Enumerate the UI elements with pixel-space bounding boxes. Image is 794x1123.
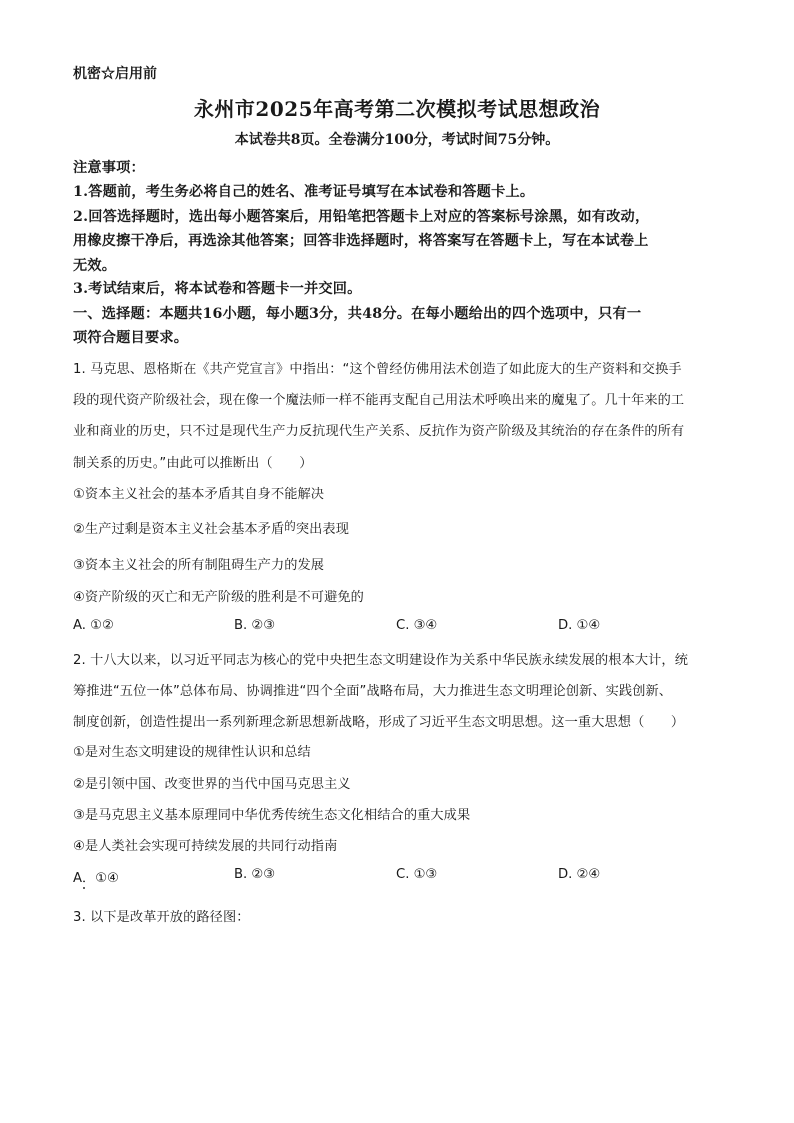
notice-heading: 注意事项： [73,160,145,176]
q1-statement-2-raised: 的 [284,519,296,533]
q2-statement-2: ②是引领中国、改变世界的当代中国马克思主义 [73,777,351,792]
q1-option-b[interactable]: B. ②③ [234,618,276,633]
notice-item-1: 1.答题前，考生务必将自己的姓名、准考证号填写在本试卷和答题卡上。 [73,184,535,200]
q2-statement-4: ④是人类社会实现可持续发展的共同行动指南 [73,839,338,854]
q1-option-a[interactable]: A. ①② [73,618,114,633]
q3-stem: 3. 以下是改革开放的路径图： [73,910,250,925]
q1-statement-2 [73,518,734,537]
q1-option-d[interactable]: D. ①④ [558,618,601,633]
q2-stem-line-1: 2. 十八大以来，以习近平同志为核心的党中央把生态文明建设作为关系中华民族永续发展的根本大计，统 [73,653,689,668]
confidential-label: 机密☆启用前 [73,66,157,82]
exam-subtitle: 本试卷共8页。全卷满分100分，考试时间75分钟。 [234,132,560,148]
q2-option-a[interactable]: A．①④ [73,871,119,886]
q2-option-d[interactable]: D. ②④ [558,867,601,882]
q1-statement-3: ③资本主义社会的所有制阻碍生产力的发展 [73,558,325,573]
q1-statement-2-post: 突出表现 [295,522,349,537]
q1-stem-line-2: 段的现代资产阶级社会，现在像一个魔法师一样不能再支配自己用法术呼唤出来的魔鬼了。几十年来的工 [73,393,685,408]
q2-stem-line-2: 筹推进“五位一体”总体布局、协调推进“四个全面”战略布局，大力推进生态文明理论创新、实践创新、 [73,684,673,699]
q2-stem-line-3: 制度创新，创造性提出一系列新理念新思想新战略，形成了习近平生态文明思想。这一重大思想（ ） [73,715,685,730]
scan-speck [83,887,85,889]
section-heading-cont: 项符合题目要求。 [73,330,189,346]
q2-statement-1: ①是对生态文明建设的规律性认识和总结 [73,745,311,760]
q2-option-b[interactable]: B. ②③ [234,867,276,882]
q1-stem-line-3: 业和商业的历史，只不过是现代生产力反抗现代生产关系、反抗作为资产阶级及其统治的存在条件的所有 [73,424,685,439]
q1-statement-1: ①资本主义社会的基本矛盾其自身不能解决 [73,487,325,502]
exam-title: 永州市2025年高考第二次模拟考试思想政治 [193,97,601,121]
q1-stem-line-4: 制关系的历史。”由此可以推断出（ ） [73,456,313,471]
q1-statement-4: ④资产阶级的灭亡和无产阶级的胜利是不可避免的 [73,590,364,605]
q2-option-c[interactable]: C. ①③ [396,867,438,882]
q1-option-c[interactable]: C. ③④ [396,618,438,633]
section-heading: 一、选择题：本题共16小题，每小题3分，共48分。在每小题给出的四个选项中，只有一 [73,306,642,322]
notice-item-2-end: 无效。 [73,258,117,274]
notice-item-2-cont: 用橡皮擦干净后，再选涂其他答案；回答非选择题时，将答案写在答题卡上，写在本试卷上 [73,233,649,249]
q1-statement-2-pre: ②生产过剩是资本主义社会基本矛盾 [73,522,285,537]
notice-item-2: 2.回答选择题时，选出每小题答案后，用铅笔把答题卡上对应的答案标号涂黑，如有改动， [73,209,650,225]
q1-stem-line-1: 1. 马克思、恩格斯在《共产党宣言》中指出：“这个曾经仿佛用法术创造了如此庞大的生产资料和交换手 [73,362,682,377]
q2-statement-3: ③是马克思主义基本原理同中华优秀传统生态文化相结合的重大成果 [73,808,471,823]
notice-item-3: 3.考试结束后，将本试卷和答题卡一并交回。 [73,281,362,297]
